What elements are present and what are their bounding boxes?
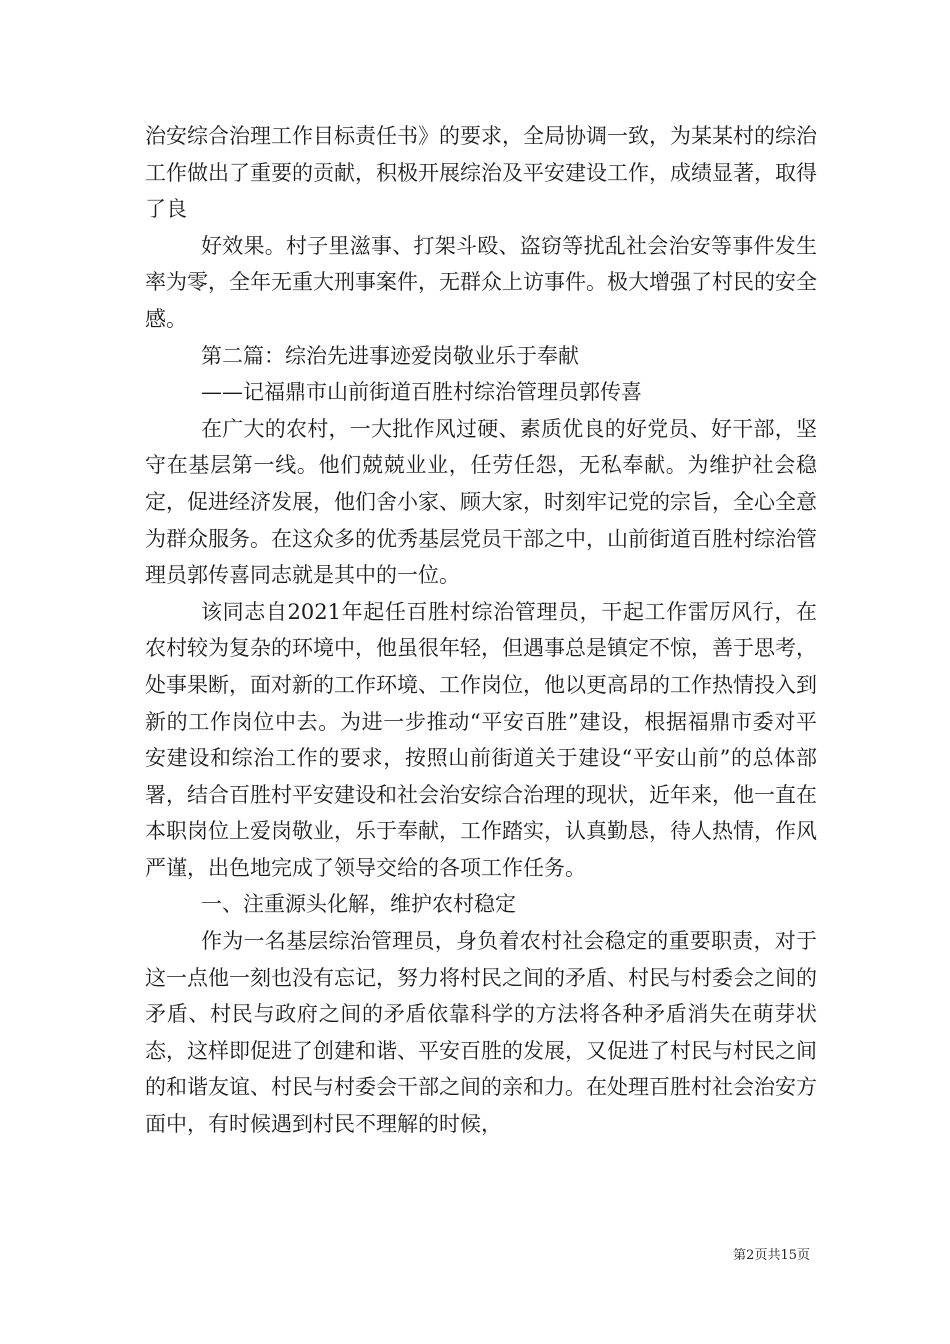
section-subtitle: ——记福鼎市山前街道百胜村综治管理员郭传喜 bbox=[201, 380, 642, 405]
paragraph-2: 好效果。村子里滋事、打架斗殴、盗窃等扰乱社会治安等事件发生率为零，全年无重大刑事案件，无群众上访事件。极大增强了村民的安全感。 bbox=[145, 233, 817, 331]
paragraph-5: 作为一名基层综治管理员，身负着农村社会稳定的重要职责，对于这一点他一刻也没有忘记，努力将村民之间的矛盾、村民与村委会之间的矛盾、村民与政府之间的矛盾依靠科学的方法将各种矛盾消失在萌芽状态，这样即促进了创建和谐、平安百胜的发展，又促进了村民与村民之间的和谐友谊、村民与村委会干部之间的亲和力。在处理百胜村社会治安方面中，有时候遇到村民不理解的时候， bbox=[145, 929, 817, 1137]
document-body bbox=[145, 118, 817, 1143]
paragraph-4: 该同志自2021年起任百胜村综治管理员，干起工作雷厉风行，在农村较为复杂的环境中，他虽很年轻，但遇事总是镇定不惊，善于思考，处事果断，面对新的工作环境、工作岗位，他以更高昂的工作热情投入到新的工作岗位中去。为进一步推动“平安百胜”建设，根据福鼎市委对平安建设和综治工作的要求，按照山前街道关于建设“平安山前”的总体部署，结合百胜村平安建设和社会治安综合治理的现状，近年来，他一直在本职岗位上爱岗敬业，乐于奉献，工作踏实，认真勤恳，待人热情，作风严谨，出色地完成了领导交给的各项工作任务。 bbox=[145, 599, 817, 880]
paragraph-3: 在广大的农村，一大批作风过硬、素质优良的好党员、好干部，坚守在基层第一线。他们兢兢业业，任劳任怨，无私奉献。为维护社会稳定，促进经济发展，他们舍小家、顾大家，时刻牢记党的宗旨，全心全意为群众服务。在这众多的优秀基层党员干部之中，山前街道百胜村综治管理员郭传喜同志就是其中的一位。 bbox=[145, 416, 817, 588]
page-number: 第2页共15页 bbox=[733, 1248, 810, 1263]
paragraph-1: 治安综合治理工作目标责任书》的要求，全局协调一致，为某某村的综治工作做出了重要的贡献，积极开展综治及平安建设工作，成绩显著，取得了良 bbox=[145, 124, 817, 222]
section-title: 第二篇：综治先进事迹爱岗敬业乐于奉献 bbox=[201, 343, 579, 368]
subsection-heading: 一、注重源头化解，维护农村稳定 bbox=[201, 892, 516, 917]
